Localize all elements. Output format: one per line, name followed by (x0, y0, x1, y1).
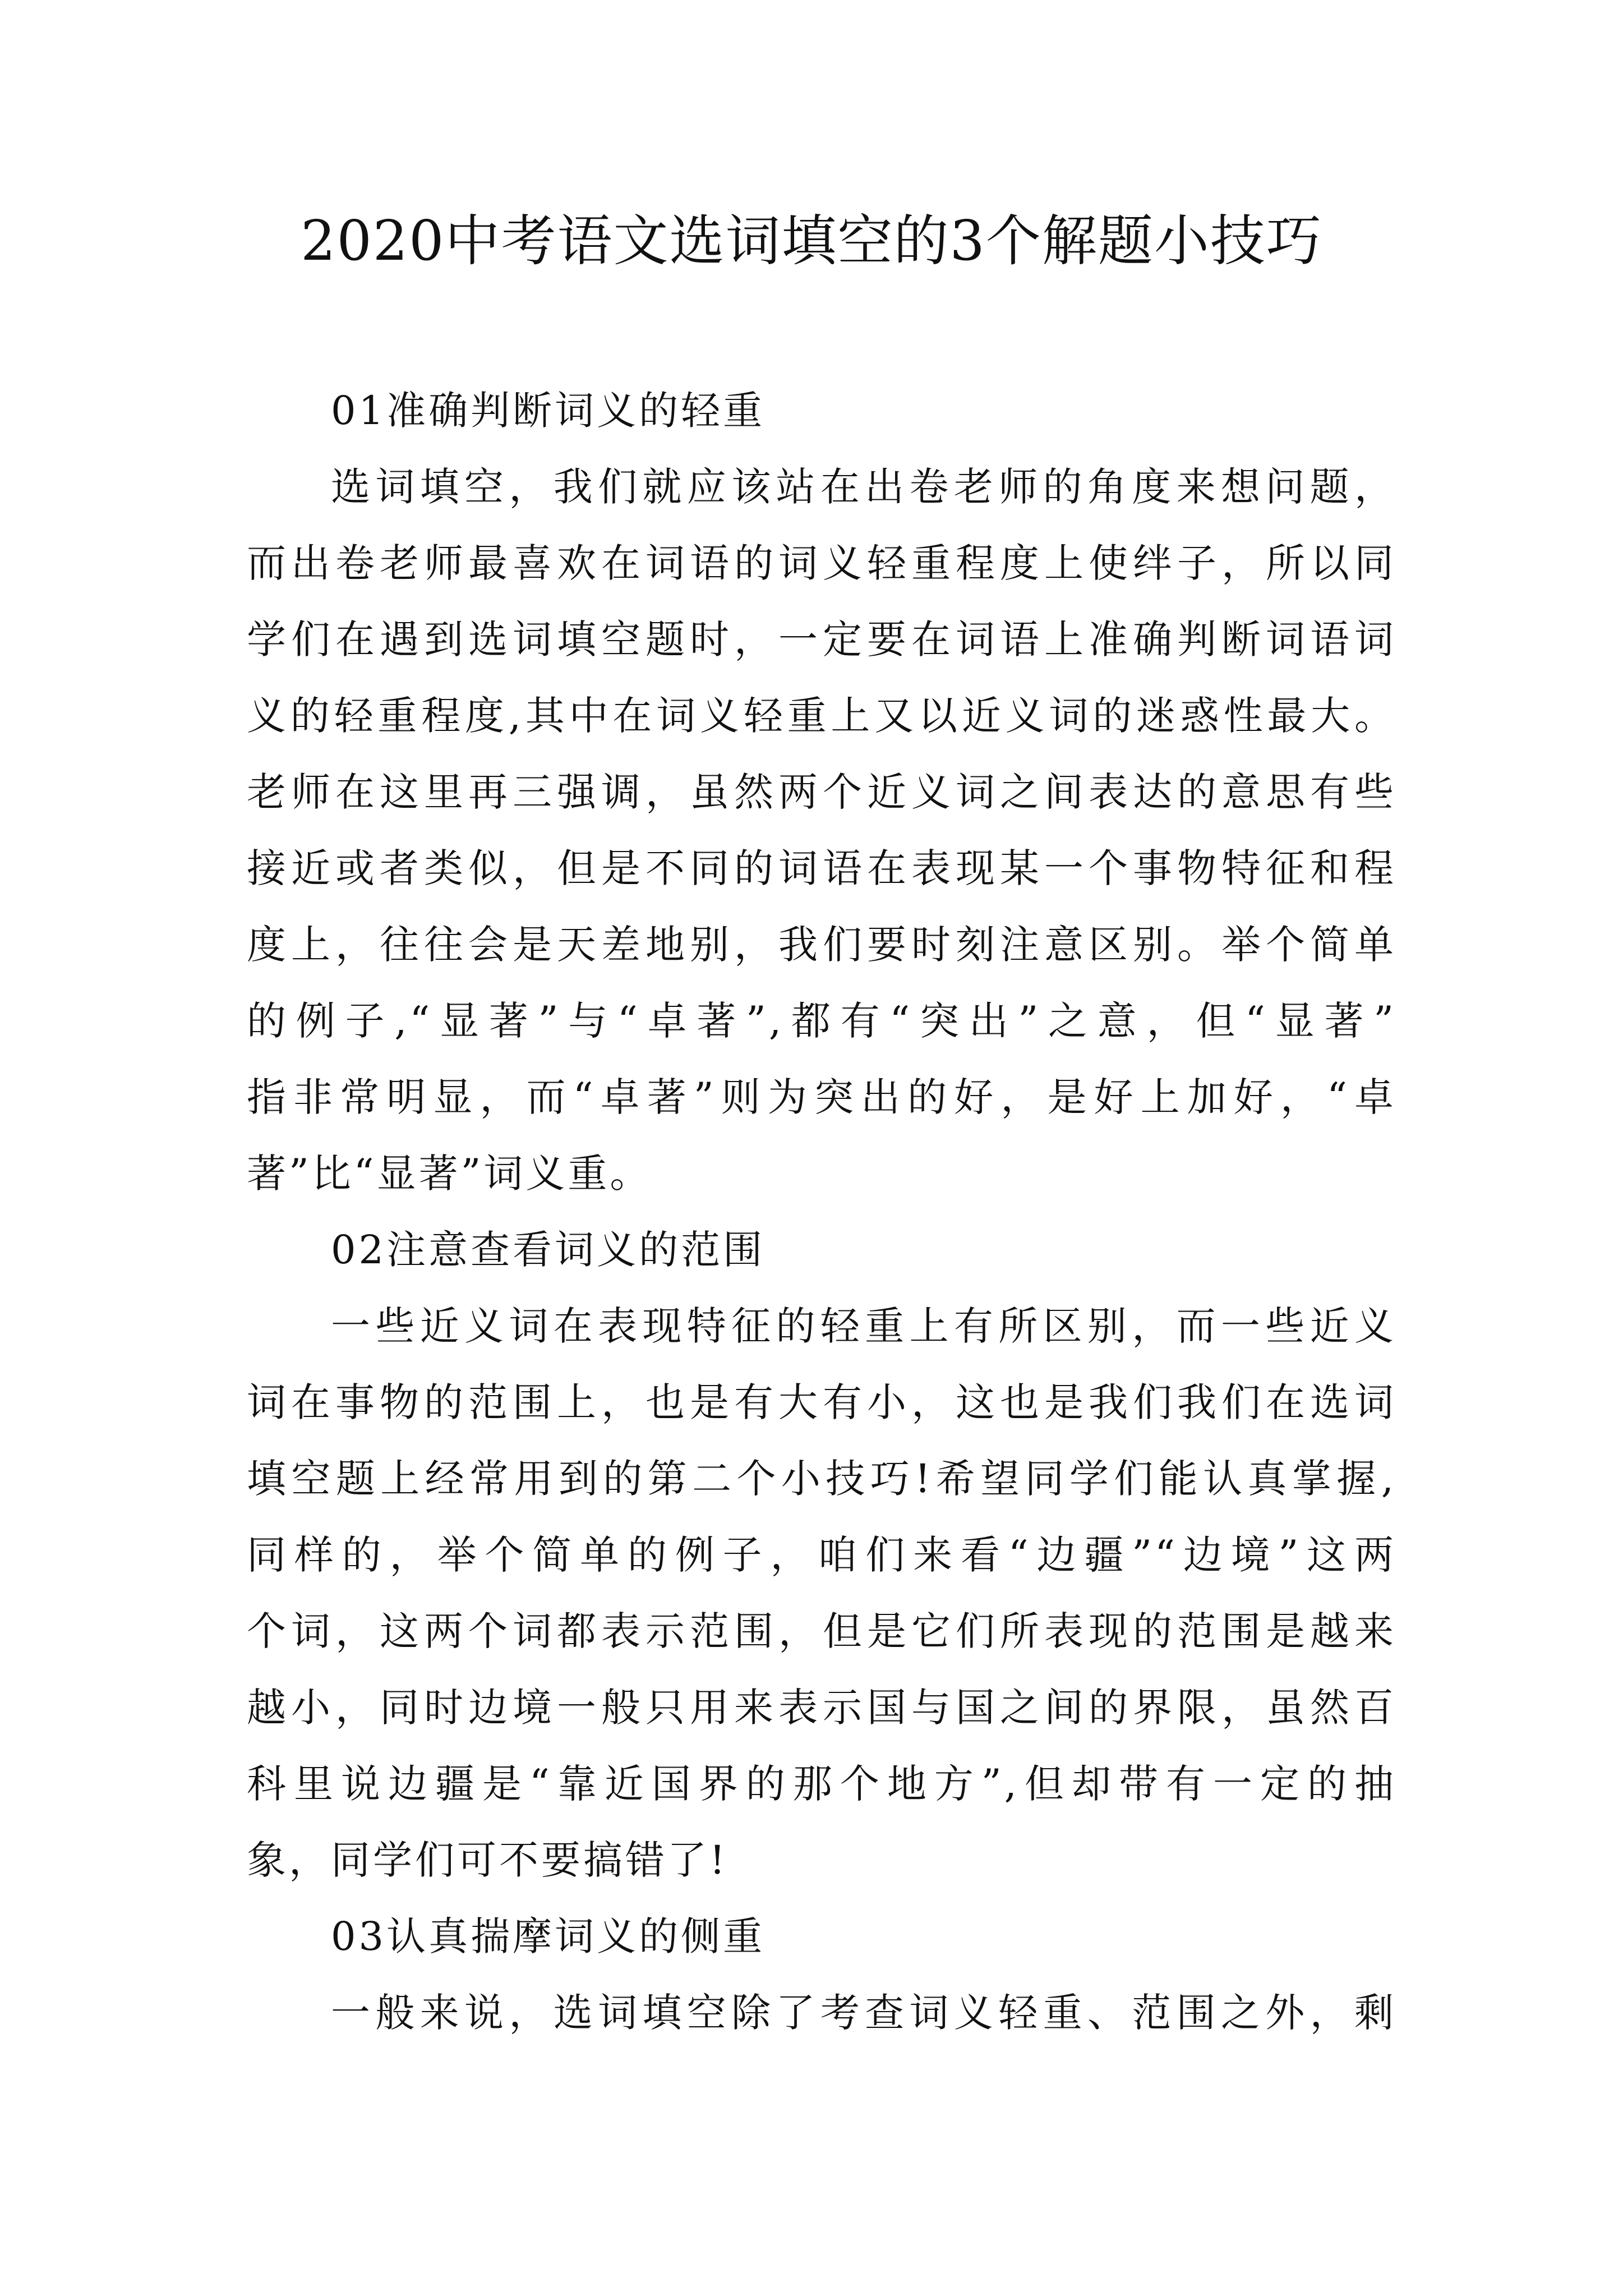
paragraph-line: 越小，同时边境一般只用来表示国与国之间的界限，虽然百 (247, 1685, 1396, 1731)
paragraph-line: 个词，这两个词都表示范围，但是它们所表现的范围是越来 (247, 1608, 1396, 1654)
section-heading-03: 03认真揣摩词义的侧重 (331, 1913, 766, 1959)
paragraph-line: 义的轻重程度,其中在词义轻重上又以近义词的迷惑性最大。 (247, 693, 1396, 739)
paragraph-line: 填空题上经常用到的第二个小技巧!希望同学们能认真掌握, (247, 1456, 1396, 1502)
paragraph-line: 而出卷老师最喜欢在词语的词义轻重程度上使绊子，所以同 (247, 540, 1396, 586)
paragraph-line: 一般来说，选词填空除了考查词义轻重、范围之外，剩 (331, 1990, 1396, 2036)
paragraph-line: 同样的，举个简单的例子，咱们来看“边疆”“边境”这两 (247, 1532, 1396, 1578)
section-heading-02: 02注意查看词义的范围 (331, 1227, 766, 1273)
paragraph-line: 的例子,“显著”与“卓著”,都有“突出”之意，但“显著” (247, 998, 1396, 1044)
paragraph-line: 一些近义词在表现特征的轻重上有所区别，而一些近义 (331, 1303, 1396, 1349)
paragraph-line: 学们在遇到选词填空题时，一定要在词语上准确判断词语词 (247, 616, 1396, 662)
section-heading-01: 01准确判断词义的轻重 (331, 388, 766, 434)
paragraph-line: 选词填空，我们就应该站在出卷老师的角度来想问题， (331, 464, 1396, 510)
paragraph-line: 词在事物的范围上，也是有大有小，这也是我们我们在选词 (247, 1379, 1396, 1425)
paragraph-line: 老师在这里再三强调，虽然两个近义词之间表达的意思有些 (247, 769, 1396, 815)
paragraph-line: 指非常明显，而“卓著”则为突出的好，是好上加好，“卓 (247, 1074, 1396, 1120)
paragraph-line: 接近或者类似，但是不同的词语在表现某一个事物特征和程 (247, 845, 1396, 891)
paragraph-line: 象，同学们可不要搞错了! (247, 1837, 728, 1883)
paragraph-line: 度上，往往会是天差地别，我们要时刻注意区别。举个简单 (247, 922, 1396, 968)
document-title: 2020中考语文选词填空的3个解题小技巧 (301, 209, 1322, 273)
paragraph-line: 著”比“显著”词义重。 (247, 1151, 652, 1197)
paragraph-line: 科里说边疆是“靠近国界的那个地方”,但却带有一定的抽 (247, 1761, 1396, 1807)
document-body (247, 372, 1396, 2051)
